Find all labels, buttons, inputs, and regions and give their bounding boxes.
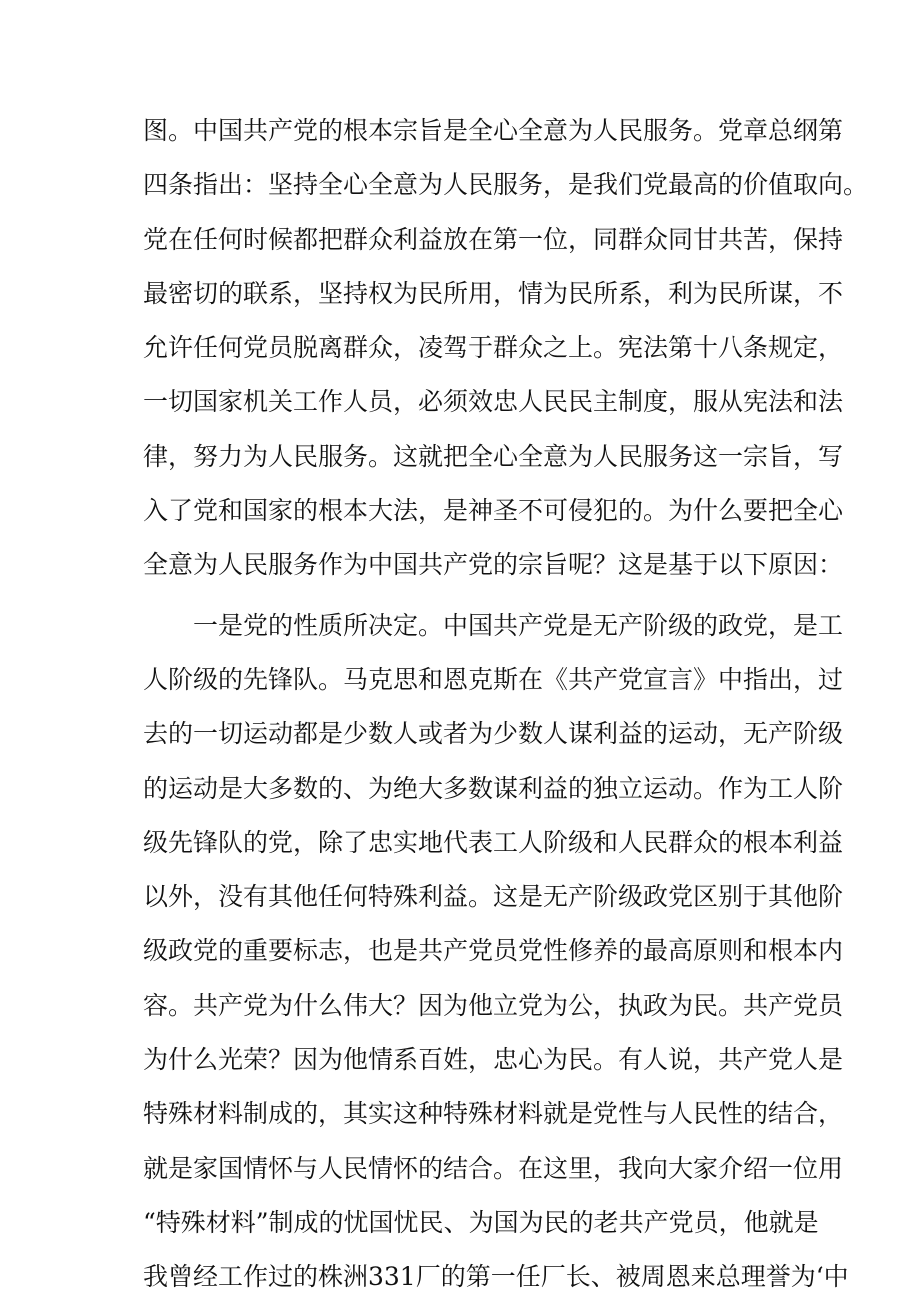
text-line: 允许任何党员脱离群众，凌驾于群众之上。宪法第十八条规定， — [143, 333, 844, 363]
text-line: “特殊材料”制成的忧国忧民、为国为民的老共产党员，他就是 — [143, 1207, 819, 1237]
text-line: 一是党的性质所决定。中国共产党是无产阶级的政党，是工 — [143, 610, 844, 640]
text-line: 入了党和国家的根本大法，是神圣不可侵犯的。为什么要把全心 — [143, 496, 844, 526]
text-line: 级政党的重要标志，也是共产党员党性修养的最高原则和根本内 — [143, 936, 844, 966]
document-body — [143, 104, 869, 1305]
text-line: 最密切的联系，坚持权为民所用，情为民所系，利为民所谋，不 — [143, 278, 844, 308]
text-line: 一切国家机关工作人员，必须效忠人民民主制度，服从宪法和法 — [143, 387, 844, 417]
text-line: 级先锋队的党，除了忠实地代表工人阶级和人民群众的根本利益 — [143, 827, 844, 857]
text-line: 容。共产党为什么伟大？因为他立党为公，执政为民。共产党员 — [143, 990, 844, 1020]
text-line: 图。中国共产党的根本宗旨是全心全意为人民服务。党章总纲第 — [143, 116, 844, 145]
text-line: 全意为人民服务作为中国共产党的宗旨呢？这是基于以下原因： — [143, 550, 844, 580]
text-line: 去的一切运动都是少数人或者为少数人谋利益的运动，无产阶级 — [143, 719, 844, 749]
text-line: 为什么光荣？因为他情系百姓，忠心为民。有人说，共产党人是 — [143, 1045, 844, 1075]
text-line: 我曾经工作过的株洲331厂的第一任厂长、被周恩来总理誉为‘中 — [143, 1262, 849, 1292]
text-line: 党在任何时候都把群众利益放在第一位，同群众同甘共苦，保持 — [143, 224, 844, 254]
text-line: 人阶级的先锋队。马克思和恩克斯在《共产党宣言》中指出，过 — [143, 664, 844, 694]
text-line: 就是家国情怀与人民情怀的结合。在这里，我向大家介绍一位用 — [143, 1153, 844, 1183]
text-line: 四条指出：坚持全心全意为人民服务，是我们党最高的价值取向。 — [143, 170, 869, 200]
text-line: 特殊材料制成的，其实这种特殊材料就是党性与人民性的结合， — [143, 1099, 844, 1129]
paragraph — [143, 104, 869, 593]
paragraph — [143, 599, 849, 1305]
text-line: 以外，没有其他任何特殊利益。这是无产阶级政党区别于其他阶 — [143, 882, 844, 912]
text-line: 律，努力为人民服务。这就把全心全意为人民服务这一宗旨，写 — [143, 441, 844, 471]
text-line: 的运动是大多数的、为绝大多数谋利益的独立运动。作为工人阶 — [143, 773, 844, 803]
